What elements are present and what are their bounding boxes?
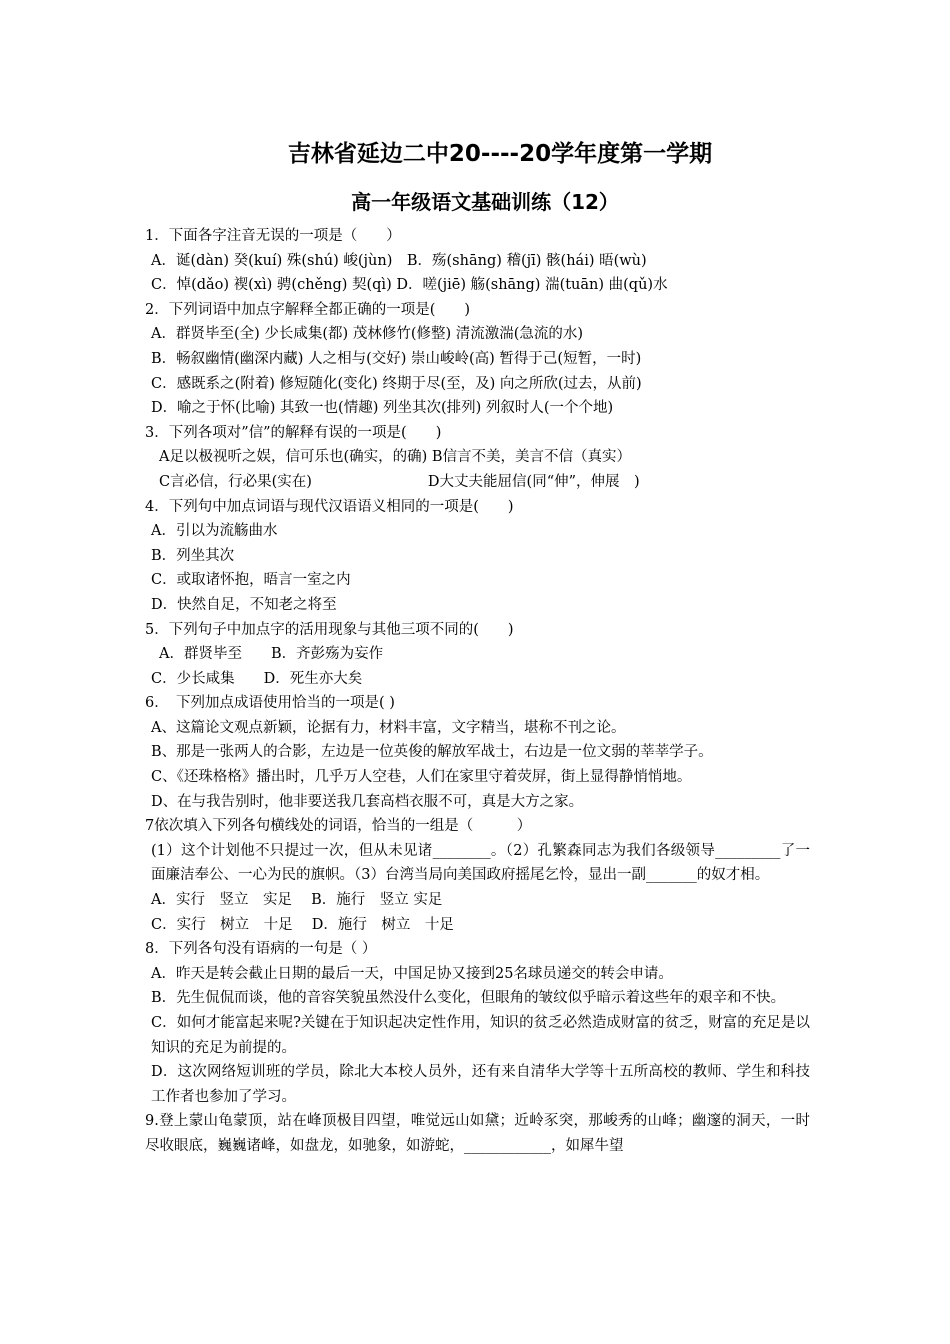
question-8-option-b: B．先生侃侃而谈，他的音容笑貌虽然没什么变化，但眼角的皱纹似乎暗示着这些年的艰辛和不快。 — [151, 990, 786, 1007]
question-7-stem: 7依次填入下列各句横线处的词语，恰当的一组是（ ） — [145, 818, 532, 835]
question-6-stem: 6． 下列加点成语使用恰当的一项是( ) — [145, 695, 395, 712]
question-9-stem: 9.登上蒙山龟蒙顶，站在峰顶极目四望，唯觉远山如黛；近岭豕突，那峻秀的山峰；幽邃的洞天，一时尽收眼底，巍巍诸峰，如盘龙，如驰象，如游蛇，____________，如犀牛望 — [145, 1113, 810, 1154]
question-2-option-c: C．感既系之(附着) 修短随化(变化) 终期于尽(至，及) 向之所欣(过去，从前) — [151, 375, 642, 392]
question-8-stem: 8．下列各句没有语病的一句是（ ） — [145, 941, 377, 958]
question-2-option-a: A．群贤毕至(全) 少长咸集(都) 茂林修竹(修整) 清流激湍(急流的水) — [151, 326, 584, 343]
question-6-option-d: D、在与我告别时，他非要送我几套高档衣服不可，真是大方之家。 — [151, 793, 584, 810]
question-4-option-d: D．快然自足，不知老之将至 — [151, 596, 337, 613]
question-4-option-c: C．或取诸怀抱，晤言一室之内 — [151, 572, 351, 589]
document-title: 吉林省延边二中20----20学年度第一学期 — [287, 141, 713, 167]
question-6-option-b: B、那是一张两人的合影，左边是一位英俊的解放军战士，右边是一位文弱的莘莘学子。 — [151, 744, 713, 761]
question-2-stem: 2．下列词语中加点字解释全都正确的一项是( ) — [145, 301, 471, 318]
question-7-sentences: (1）这个计划他不只提过一次，但从未见诸________。（2）孔繁森同志为我们各级领导_________了一面廉洁奉公、一心为民的旗帜。（3）台湾当局向美国政府摇尾乞怜，显出一副_______的奴才相。 — [151, 842, 810, 884]
question-8-option-c: C．如何才能富起来呢?关键在于知识起决定性作用，知识的贫乏必然造成财富的贫乏，财富的充足是以知识的充足为前提的。 — [151, 1015, 810, 1056]
question-4-option-a: A．引以为流觞曲水 — [151, 523, 278, 540]
question-1-stem: 1．下面各字注音无误的一项是（ ） — [145, 228, 401, 244]
question-8-option-d: D．这次网络短训班的学员，除北大本校人员外，还有来自清华大学等十五所高校的教师、学生和科技工作者也参加了学习。 — [151, 1064, 810, 1105]
document-subtitle: 高一年级语文基础训练（12） — [351, 190, 619, 214]
question-3-stem: 3．下列各项对”信”的解释有误的一项是( ) — [145, 424, 442, 441]
question-3-option-cd: C言必信，行必果(实在) D大丈夫能屈信(同“伸”，伸展 ) — [159, 473, 640, 490]
question-4-option-b: B．列坐其次 — [151, 547, 235, 564]
question-6-option-c: C、《还珠格格》播出时，几乎万人空巷，人们在家里守着荧屏，街上显得静悄悄地。 — [151, 769, 692, 786]
question-1-option-ab: A．诞(dàn) 癸(kuí) 殊(shú) 峻(jùn) B．殇(shāng) 稽(jī) 骸(hái) 晤(wù) — [151, 252, 647, 269]
document-body — [145, 224, 810, 1159]
question-4-stem: 4．下列句中加点词语与现代汉语语义相同的一项是( ) — [145, 498, 514, 515]
question-5-option-ab: A．群贤毕至 B．齐彭殇为妄作 — [159, 646, 384, 663]
question-7-option-ab: A．实行 竖立 实足 B．施行 竖立 实足 — [151, 892, 443, 909]
question-5-stem: 5．下列句子中加点字的活用现象与其他三项不同的( ) — [145, 621, 514, 638]
question-1-option-cd: C．悼(dǎo) 褉(xì) 骋(chěng) 契(qì) D．嗟(jiē) 觞(shāng) 湍(tuān) 曲(qǔ)水 — [151, 277, 668, 294]
question-2-option-b: B．畅叙幽情(幽深内藏) 人之相与(交好) 崇山峻岭(高) 暂得于己(短暂，一时) — [151, 350, 642, 367]
question-3-option-ab: A足以极视听之娱，信可乐也(确实，的确) B信言不美，美言不信（真实） — [159, 449, 632, 466]
question-6-option-a: A、这篇论文观点新颖，论据有力，材料丰富，文字精当，堪称不刊之论。 — [151, 719, 626, 736]
question-5-option-cd: C．少长咸集 D．死生亦大矣 — [151, 670, 363, 687]
question-7-option-cd: C．实行 树立 十足 D．施行 树立 十足 — [151, 916, 454, 933]
question-2-option-d: D．喻之于怀(比喻) 其致一也(情趣) 列坐其次(排列) 列叙时人(一个个地) — [151, 400, 614, 417]
question-8-option-a: A．昨天是转会截止日期的最后一天，中国足协又接到25名球员递交的转会申请。 — [151, 965, 673, 982]
